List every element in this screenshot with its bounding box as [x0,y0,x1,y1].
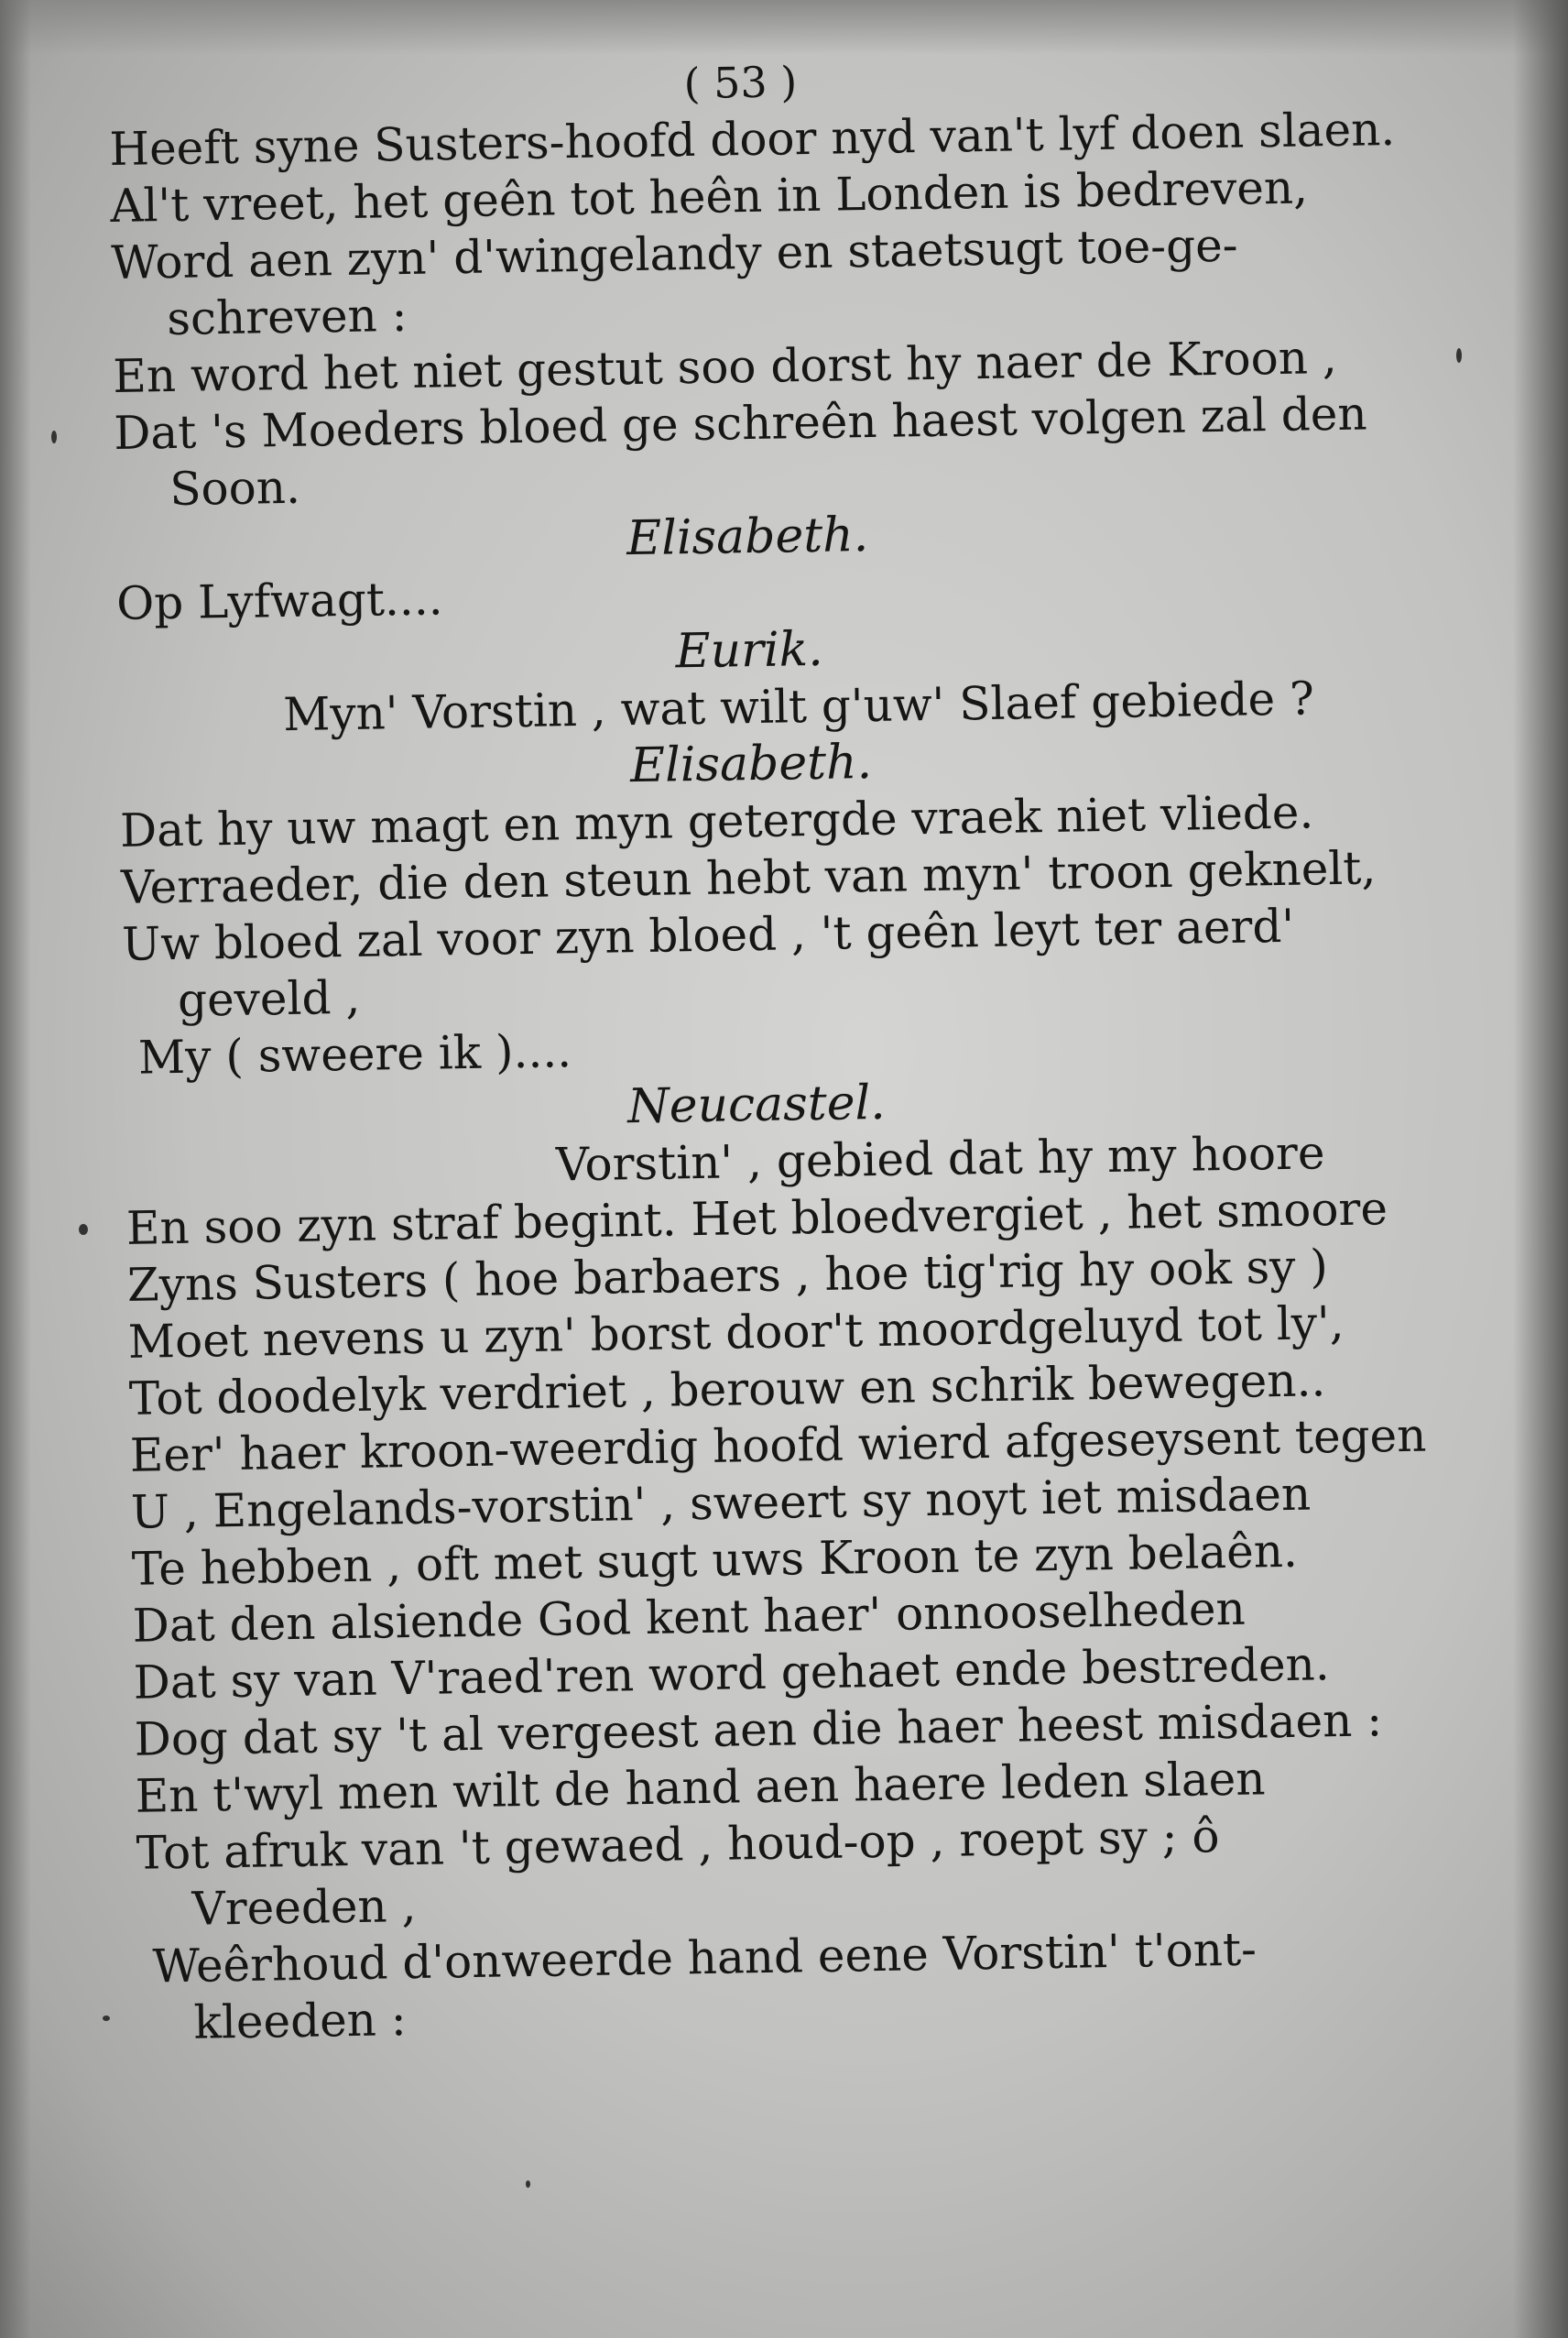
paper-speck [526,2180,530,2188]
verse-line: Dat den alsiende God kent haer' onnooselheden [132,1581,1247,1653]
verse-line: Uw bloed zal voor zyn bloed , 't geên leyt ter aerd' [121,899,1295,971]
verse-line-continuation: kleeden : [193,1993,408,2049]
verse-line: Dat 's Moeders bloed ge schreên haest volgen zal den [113,387,1367,460]
verse-line: Dog dat sy 't al vergeest aen die haer heest misdaen : [134,1693,1383,1766]
verse-line-continuation: schreven : [166,288,408,346]
paper-speck [51,431,57,443]
paper-speck [1456,348,1462,363]
speaker-name: Elisabeth. [629,734,873,794]
verse-line: U , Engelands-vorstin' , sweert sy noyt iet misdaen [130,1467,1312,1539]
speaker-name: Eurik. [675,621,824,680]
verse-line: Moet nevens u zyn' borst door't moordgeluyd tot ly', [127,1295,1345,1369]
verse-line: Eer' haer kroon-weerdig hoofd wierd afgeseysent tegen [129,1408,1427,1482]
verse-line: Myn' Vorstin , wat wilt g'uw' Slaef gebiede ? [282,672,1315,742]
verse-line: En t'wyl men wilt de hand aen haere leden slaen [135,1752,1266,1823]
page-spine-shadow [1513,0,1568,2338]
verse-line: Vorstin' , gebied dat hy my hoore [555,1126,1325,1192]
verse-line: En word het niet gestut soo dorst hy naer de Kroon , [112,330,1338,403]
verse-line: Weêrhoud d'onweerde hand eene Vorstin' t'ont- [152,1922,1258,1994]
paper-speck [79,1224,88,1235]
verse-line: Word aen zyn' d'wingelandy en staetsugt toe-ge- [110,218,1238,290]
verse-line: Tot doodelyk verdriet , berouw en schrik bewegen.. [128,1353,1326,1426]
verse-line: Al't vreet, het geên tot heên in Londen is bedreven, [109,160,1309,233]
speaker-name: Neucastel. [626,1075,887,1135]
verse-line: My ( sweere ik ).... [137,1024,572,1085]
verse-line: Zyns Susters ( hoe barbaers , hoe tig'rig hy ook sy ) [126,1240,1329,1312]
verse-line-continuation: Vreeden , [191,1878,417,1936]
page-left-edge-shadow [0,0,31,2338]
verse-line: Op Lyfwagt.... [115,572,443,630]
verse-line: Tot afruk van 't gewaed , houd-op , roept sy ; ô [136,1809,1220,1880]
paper-speck [103,2016,110,2021]
verse-line: Dat sy van V'raed'ren word gehaet ende bestreden. [133,1637,1331,1710]
verse-line: Te hebben , oft met sugt uws Kroon te zyn belaên. [131,1524,1299,1596]
verse-line: Heeft syne Susters-hoofd door nyd van't lyf doen slaen. [109,102,1396,176]
verse-line: Dat hy uw magt en myn getergde vraek niet vliede. [119,785,1314,858]
page-number: ( 53 ) [683,57,798,109]
verse-line-continuation: Soon. [169,460,301,516]
page-text-block [108,43,1458,2051]
verse-line-continuation: geveld , [177,970,361,1027]
verse-line: En soo zyn straf begint. Het bloedvergiet , het smoore [125,1182,1388,1255]
verse-line: Verraeder, die den steun hebt van myn' troon geknelt, [120,841,1377,914]
speaker-name: Elisabeth. [626,508,869,567]
